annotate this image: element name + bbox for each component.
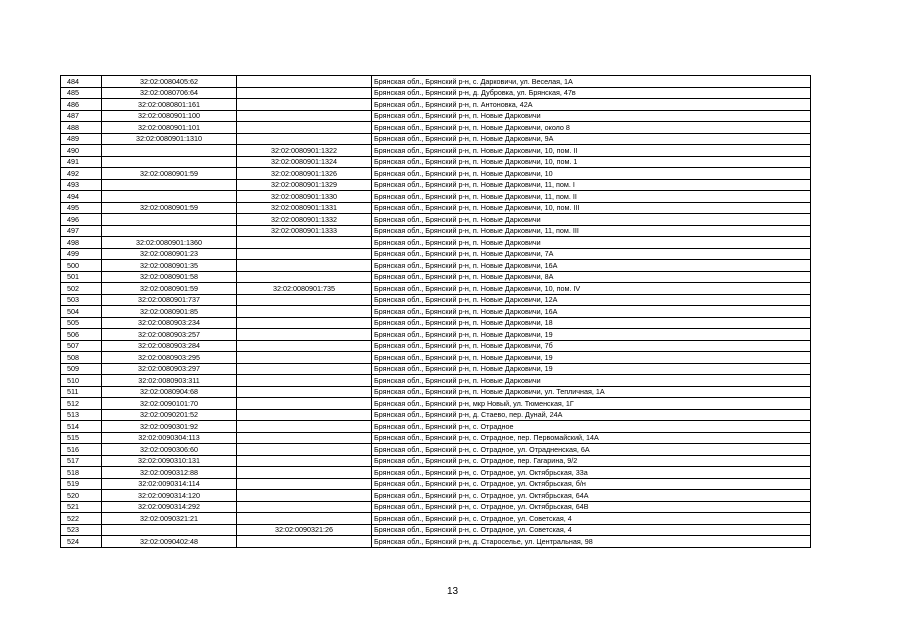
cadastral-number-cell: 32:02:0080903:295 bbox=[102, 352, 237, 364]
table-row bbox=[61, 536, 811, 548]
cadastral-number-cell: 32:02:0090314:292 bbox=[102, 501, 237, 513]
cadastral-number-cell: 32:02:0080904:68 bbox=[102, 386, 237, 398]
address-cell: Брянская обл., Брянский р-н, с. Отрадное, ул. Советская, 4 bbox=[372, 513, 811, 525]
row-number-cell: 523 bbox=[61, 524, 102, 536]
property-table bbox=[60, 75, 811, 548]
row-number-cell: 505 bbox=[61, 317, 102, 329]
table-row bbox=[61, 271, 811, 283]
cadastral-number-cell: 32:02:0080901:59 bbox=[102, 283, 237, 295]
premises-cadastral-number-cell bbox=[237, 133, 372, 145]
address-cell: Брянская обл., Брянский р-н, с. Отрадное bbox=[372, 421, 811, 433]
premises-cadastral-number-cell bbox=[237, 398, 372, 410]
row-number-cell: 510 bbox=[61, 375, 102, 387]
table-row bbox=[61, 283, 811, 295]
address-cell: Брянская обл., Брянский р-н, п. Новые Дарковичи bbox=[372, 237, 811, 249]
premises-cadastral-number-cell bbox=[237, 352, 372, 364]
address-cell: Брянская обл., Брянский р-н, п. Новые Дарковичи, 11, пом. II bbox=[372, 191, 811, 203]
table-row bbox=[61, 110, 811, 122]
premises-cadastral-number-cell bbox=[237, 317, 372, 329]
premises-cadastral-number-cell bbox=[237, 306, 372, 318]
premises-cadastral-number-cell: 32:02:0080901:1324 bbox=[237, 156, 372, 168]
address-cell: Брянская обл., Брянский р-н, п. Новые Дарковичи, 16А bbox=[372, 306, 811, 318]
table-row bbox=[61, 329, 811, 341]
address-cell: Брянская обл., Брянский р-н, п. Новые Дарковичи, 19 bbox=[372, 329, 811, 341]
premises-cadastral-number-cell bbox=[237, 409, 372, 421]
row-number-cell: 499 bbox=[61, 248, 102, 260]
address-cell: Брянская обл., Брянский р-н, п. Новые Дарковичи bbox=[372, 110, 811, 122]
row-number-cell: 520 bbox=[61, 490, 102, 502]
row-number-cell: 515 bbox=[61, 432, 102, 444]
premises-cadastral-number-cell bbox=[237, 432, 372, 444]
premises-cadastral-number-cell bbox=[237, 87, 372, 99]
row-number-cell: 508 bbox=[61, 352, 102, 364]
row-number-cell: 487 bbox=[61, 110, 102, 122]
premises-cadastral-number-cell bbox=[237, 490, 372, 502]
table-row bbox=[61, 87, 811, 99]
table-row bbox=[61, 467, 811, 479]
table-row bbox=[61, 76, 811, 88]
row-number-cell: 489 bbox=[61, 133, 102, 145]
premises-cadastral-number-cell: 32:02:0080901:1329 bbox=[237, 179, 372, 191]
cadastral-number-cell: 32:02:0080706:64 bbox=[102, 87, 237, 99]
premises-cadastral-number-cell bbox=[237, 271, 372, 283]
cadastral-number-cell: 32:02:0090101:70 bbox=[102, 398, 237, 410]
cadastral-number-cell: 32:02:0080901:100 bbox=[102, 110, 237, 122]
address-cell: Брянская обл., Брянский р-н, д. Стаево, пер. Дунай, 24А bbox=[372, 409, 811, 421]
row-number-cell: 507 bbox=[61, 340, 102, 352]
row-number-cell: 517 bbox=[61, 455, 102, 467]
cadastral-number-cell: 32:02:0080903:297 bbox=[102, 363, 237, 375]
row-number-cell: 506 bbox=[61, 329, 102, 341]
table-row bbox=[61, 478, 811, 490]
premises-cadastral-number-cell bbox=[237, 260, 372, 272]
address-cell: Брянская обл., Брянский р-н, д. Дубровка, ул. Брянская, 47в bbox=[372, 87, 811, 99]
table-row bbox=[61, 248, 811, 260]
address-cell: Брянская обл., Брянский р-н, п. Новые Дарковичи, 10 bbox=[372, 168, 811, 180]
premises-cadastral-number-cell: 32:02:0080901:1330 bbox=[237, 191, 372, 203]
premises-cadastral-number-cell bbox=[237, 421, 372, 433]
row-number-cell: 512 bbox=[61, 398, 102, 410]
address-cell: Брянская обл., Брянский р-н, с. Дарковичи, ул. Веселая, 1А bbox=[372, 76, 811, 88]
table-row bbox=[61, 306, 811, 318]
cadastral-number-cell: 32:02:0080901:35 bbox=[102, 260, 237, 272]
table-row bbox=[61, 202, 811, 214]
table-row bbox=[61, 294, 811, 306]
cadastral-number-cell: 32:02:0080405:62 bbox=[102, 76, 237, 88]
row-number-cell: 521 bbox=[61, 501, 102, 513]
address-cell: Брянская обл., Брянский р-н, п. Новые Дарковичи, 12А bbox=[372, 294, 811, 306]
row-number-cell: 500 bbox=[61, 260, 102, 272]
address-cell: Брянская обл., Брянский р-н, с. Отрадное, ул. Октябрьская, б/н bbox=[372, 478, 811, 490]
cadastral-number-cell: 32:02:0090301:92 bbox=[102, 421, 237, 433]
cadastral-number-cell: 32:02:0080903:311 bbox=[102, 375, 237, 387]
premises-cadastral-number-cell bbox=[237, 76, 372, 88]
table-row bbox=[61, 490, 811, 502]
row-number-cell: 484 bbox=[61, 76, 102, 88]
row-number-cell: 494 bbox=[61, 191, 102, 203]
table-row bbox=[61, 156, 811, 168]
row-number-cell: 498 bbox=[61, 237, 102, 249]
premises-cadastral-number-cell bbox=[237, 248, 372, 260]
cadastral-number-cell: 32:02:0090310:131 bbox=[102, 455, 237, 467]
cadastral-number-cell: 32:02:0080901:1360 bbox=[102, 237, 237, 249]
cadastral-number-cell bbox=[102, 156, 237, 168]
table-body bbox=[61, 76, 811, 548]
cadastral-number-cell: 32:02:0080901:59 bbox=[102, 202, 237, 214]
row-number-cell: 495 bbox=[61, 202, 102, 214]
row-number-cell: 491 bbox=[61, 156, 102, 168]
table-row bbox=[61, 237, 811, 249]
address-cell: Брянская обл., Брянский р-н, п. Новые Дарковичи, 18 bbox=[372, 317, 811, 329]
premises-cadastral-number-cell bbox=[237, 110, 372, 122]
row-number-cell: 493 bbox=[61, 179, 102, 191]
table-row bbox=[61, 375, 811, 387]
premises-cadastral-number-cell bbox=[237, 467, 372, 479]
cadastral-number-cell bbox=[102, 191, 237, 203]
premises-cadastral-number-cell: 32:02:0080901:1322 bbox=[237, 145, 372, 157]
address-cell: Брянская обл., Брянский р-н, п. Новые Дарковичи, 9А bbox=[372, 133, 811, 145]
cadastral-number-cell: 32:02:0080801:161 bbox=[102, 99, 237, 111]
premises-cadastral-number-cell bbox=[237, 363, 372, 375]
premises-cadastral-number-cell bbox=[237, 444, 372, 456]
row-number-cell: 524 bbox=[61, 536, 102, 548]
premises-cadastral-number-cell bbox=[237, 478, 372, 490]
table-row bbox=[61, 225, 811, 237]
address-cell: Брянская обл., Брянский р-н, мкр Новый, ул. Тюменская, 1Г bbox=[372, 398, 811, 410]
cadastral-number-cell: 32:02:0080901:1310 bbox=[102, 133, 237, 145]
table-row bbox=[61, 99, 811, 111]
address-cell: Брянская обл., Брянский р-н, с. Отрадное, ул. Октябрьская, 64В bbox=[372, 501, 811, 513]
address-cell: Брянская обл., Брянский р-н, п. Новые Дарковичи, 10, пом. II bbox=[372, 145, 811, 157]
row-number-cell: 513 bbox=[61, 409, 102, 421]
premises-cadastral-number-cell: 32:02:0090321:26 bbox=[237, 524, 372, 536]
address-cell: Брянская обл., Брянский р-н, с. Отрадное, пер. Гагарина, 9/2 bbox=[372, 455, 811, 467]
address-cell: Брянская обл., Брянский р-н, д. Староселье, ул. Центральная, 98 bbox=[372, 536, 811, 548]
table-row bbox=[61, 409, 811, 421]
cadastral-number-cell: 32:02:0080903:284 bbox=[102, 340, 237, 352]
address-cell: Брянская обл., Брянский р-н, п. Новые Дарковичи, около 8 bbox=[372, 122, 811, 134]
page-number: 13 bbox=[446, 586, 459, 597]
table-row bbox=[61, 214, 811, 226]
cadastral-number-cell: 32:02:0090312:88 bbox=[102, 467, 237, 479]
address-cell: Брянская обл., Брянский р-н, п. Новые Дарковичи, 8А bbox=[372, 271, 811, 283]
premises-cadastral-number-cell: 32:02:0080901:1332 bbox=[237, 214, 372, 226]
address-cell: Брянская обл., Брянский р-н, п. Новые Дарковичи, 11, пом. I bbox=[372, 179, 811, 191]
premises-cadastral-number-cell bbox=[237, 122, 372, 134]
table-row bbox=[61, 513, 811, 525]
address-cell: Брянская обл., Брянский р-н, п. Новые Дарковичи, 19 bbox=[372, 352, 811, 364]
cadastral-number-cell: 32:02:0080901:23 bbox=[102, 248, 237, 260]
cadastral-number-cell: 32:02:0090314:114 bbox=[102, 478, 237, 490]
row-number-cell: 488 bbox=[61, 122, 102, 134]
address-cell: Брянская обл., Брянский р-н, с. Отрадное, ул. Отрадненская, 6А bbox=[372, 444, 811, 456]
cadastral-number-cell: 32:02:0080901:59 bbox=[102, 168, 237, 180]
table-row bbox=[61, 317, 811, 329]
address-cell: Брянская обл., Брянский р-н, п. Новые Дарковичи bbox=[372, 214, 811, 226]
premises-cadastral-number-cell bbox=[237, 455, 372, 467]
address-cell: Брянская обл., Брянский р-н, с. Отрадное, ул. Октябрьская, 64А bbox=[372, 490, 811, 502]
table-row bbox=[61, 421, 811, 433]
premises-cadastral-number-cell bbox=[237, 237, 372, 249]
address-cell: Брянская обл., Брянский р-н, п. Новые Дарковичи bbox=[372, 375, 811, 387]
address-cell: Брянская обл., Брянский р-н, п. Новые Дарковичи, 19 bbox=[372, 363, 811, 375]
address-cell: Брянская обл., Брянский р-н, п. Антоновка, 42А bbox=[372, 99, 811, 111]
address-cell: Брянская обл., Брянский р-н, с. Отрадное, ул. Советская, 4 bbox=[372, 524, 811, 536]
cadastral-number-cell bbox=[102, 524, 237, 536]
table-row bbox=[61, 501, 811, 513]
premises-cadastral-number-cell: 32:02:0080901:1331 bbox=[237, 202, 372, 214]
row-number-cell: 496 bbox=[61, 214, 102, 226]
cadastral-number-cell: 32:02:0080903:234 bbox=[102, 317, 237, 329]
premises-cadastral-number-cell bbox=[237, 99, 372, 111]
cadastral-number-cell: 32:02:0090402:48 bbox=[102, 536, 237, 548]
address-cell: Брянская обл., Брянский р-н, п. Новые Дарковичи, 11, пом. III bbox=[372, 225, 811, 237]
premises-cadastral-number-cell bbox=[237, 501, 372, 513]
table-row bbox=[61, 398, 811, 410]
row-number-cell: 514 bbox=[61, 421, 102, 433]
cadastral-number-cell bbox=[102, 214, 237, 226]
table-row bbox=[61, 260, 811, 272]
table-row bbox=[61, 340, 811, 352]
cadastral-number-cell bbox=[102, 179, 237, 191]
row-number-cell: 497 bbox=[61, 225, 102, 237]
table-row bbox=[61, 133, 811, 145]
address-cell: Брянская обл., Брянский р-н, п. Новые Дарковичи, 7А bbox=[372, 248, 811, 260]
row-number-cell: 516 bbox=[61, 444, 102, 456]
table-row bbox=[61, 352, 811, 364]
table-row bbox=[61, 363, 811, 375]
row-number-cell: 511 bbox=[61, 386, 102, 398]
table-row bbox=[61, 122, 811, 134]
row-number-cell: 492 bbox=[61, 168, 102, 180]
premises-cadastral-number-cell bbox=[237, 294, 372, 306]
address-cell: Брянская обл., Брянский р-н, п. Новые Дарковичи, 10, пом. III bbox=[372, 202, 811, 214]
cadastral-number-cell: 32:02:0090306:60 bbox=[102, 444, 237, 456]
table-row bbox=[61, 524, 811, 536]
cadastral-number-cell: 32:02:0090321:21 bbox=[102, 513, 237, 525]
premises-cadastral-number-cell: 32:02:0080901:735 bbox=[237, 283, 372, 295]
address-cell: Брянская обл., Брянский р-н, с. Отрадное, пер. Первомайский, 14А bbox=[372, 432, 811, 444]
cadastral-number-cell bbox=[102, 225, 237, 237]
cadastral-number-cell: 32:02:0090201:52 bbox=[102, 409, 237, 421]
table-row bbox=[61, 432, 811, 444]
cadastral-number-cell bbox=[102, 145, 237, 157]
row-number-cell: 486 bbox=[61, 99, 102, 111]
address-cell: Брянская обл., Брянский р-н, п. Новые Дарковичи, 7б bbox=[372, 340, 811, 352]
row-number-cell: 518 bbox=[61, 467, 102, 479]
row-number-cell: 490 bbox=[61, 145, 102, 157]
address-cell: Брянская обл., Брянский р-н, п. Новые Дарковичи, 10, пом. 1 bbox=[372, 156, 811, 168]
premises-cadastral-number-cell bbox=[237, 386, 372, 398]
cadastral-number-cell: 32:02:0090304:113 bbox=[102, 432, 237, 444]
cadastral-number-cell: 32:02:0080901:737 bbox=[102, 294, 237, 306]
premises-cadastral-number-cell: 32:02:0080901:1326 bbox=[237, 168, 372, 180]
premises-cadastral-number-cell bbox=[237, 375, 372, 387]
row-number-cell: 502 bbox=[61, 283, 102, 295]
row-number-cell: 509 bbox=[61, 363, 102, 375]
row-number-cell: 522 bbox=[61, 513, 102, 525]
premises-cadastral-number-cell bbox=[237, 536, 372, 548]
premises-cadastral-number-cell: 32:02:0080901:1333 bbox=[237, 225, 372, 237]
table-row bbox=[61, 191, 811, 203]
cadastral-number-cell: 32:02:0090314:120 bbox=[102, 490, 237, 502]
address-cell: Брянская обл., Брянский р-н, с. Отрадное, ул. Октябрьская, 33а bbox=[372, 467, 811, 479]
table-row bbox=[61, 168, 811, 180]
address-cell: Брянская обл., Брянский р-н, п. Новые Дарковичи, 16А bbox=[372, 260, 811, 272]
premises-cadastral-number-cell bbox=[237, 329, 372, 341]
address-cell: Брянская обл., Брянский р-н, п. Новые Дарковичи, 10, пом. IV bbox=[372, 283, 811, 295]
table-row bbox=[61, 455, 811, 467]
cadastral-number-cell: 32:02:0080901:101 bbox=[102, 122, 237, 134]
row-number-cell: 504 bbox=[61, 306, 102, 318]
table-row bbox=[61, 444, 811, 456]
premises-cadastral-number-cell bbox=[237, 340, 372, 352]
row-number-cell: 519 bbox=[61, 478, 102, 490]
cadastral-number-cell: 32:02:0080903:257 bbox=[102, 329, 237, 341]
row-number-cell: 501 bbox=[61, 271, 102, 283]
table-row bbox=[61, 179, 811, 191]
row-number-cell: 485 bbox=[61, 87, 102, 99]
premises-cadastral-number-cell bbox=[237, 513, 372, 525]
cadastral-number-cell: 32:02:0080901:85 bbox=[102, 306, 237, 318]
address-cell: Брянская обл., Брянский р-н, п. Новые Дарковичи, ул. Тепличная, 1А bbox=[372, 386, 811, 398]
row-number-cell: 503 bbox=[61, 294, 102, 306]
cadastral-number-cell: 32:02:0080901:58 bbox=[102, 271, 237, 283]
table-row bbox=[61, 145, 811, 157]
table-row bbox=[61, 386, 811, 398]
